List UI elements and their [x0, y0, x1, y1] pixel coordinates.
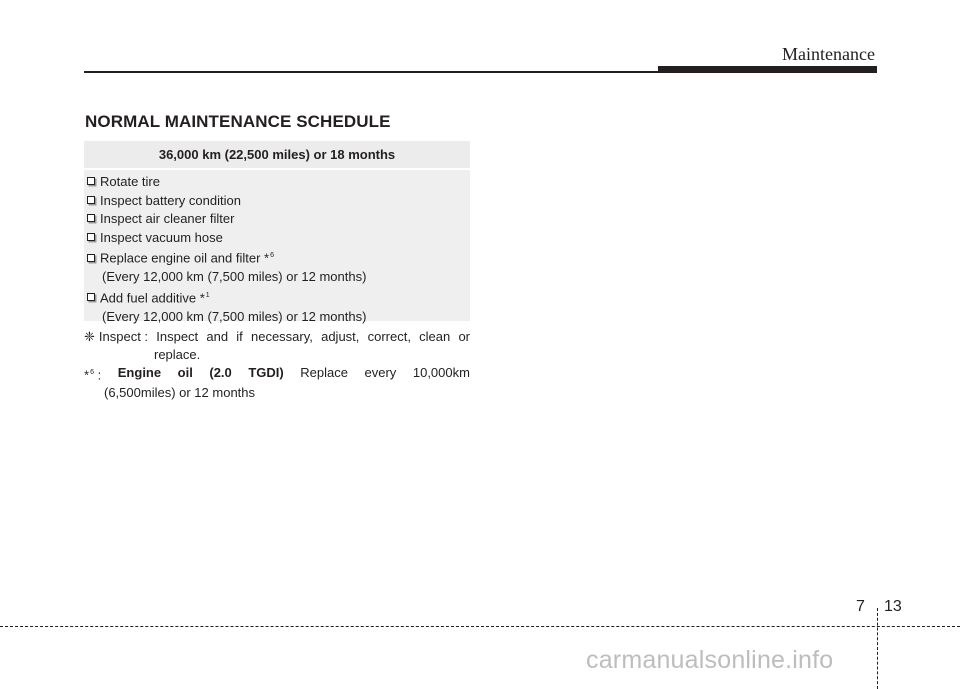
header-rule [84, 71, 660, 73]
footer-rule [0, 626, 960, 627]
schedule-interval: 36,000 km (22,500 miles) or 18 months [84, 141, 470, 170]
asterism-icon: ❈ [84, 329, 95, 344]
inspect-note-line: ❈ Inspect : Inspect and if necessary, adjust, correct, clean or [84, 329, 470, 344]
footnote-ref: 6 [270, 252, 275, 260]
inspect-note [84, 328, 470, 364]
watermark: carmanualsonline.info [586, 646, 834, 674]
list-item: Inspect vacuum hose [87, 229, 470, 248]
list-item-detail: (Every 12,000 km (7,500 miles) or 12 months) [102, 269, 367, 285]
checkbox-icon [87, 293, 95, 301]
checkbox-icon [87, 196, 95, 204]
list-item-detail: (Every 12,000 km (7,500 miles) or 12 months) [102, 308, 367, 324]
page-heading: NORMAL MAINTENANCE SCHEDULE [85, 112, 391, 131]
list-item: Inspect battery condition [87, 192, 470, 211]
checkbox-icon [87, 177, 95, 185]
list-item: Rotate tire [87, 173, 470, 192]
footer-divider [877, 608, 878, 689]
list-item: Inspect air cleaner filter [87, 210, 470, 229]
checkbox-icon [87, 254, 95, 262]
inspect-note-line: replace. [154, 347, 201, 362]
footnote-ref: 1 [205, 291, 210, 299]
schedule-list [84, 170, 470, 326]
footnote-line: (6,500miles) or 12 months [104, 385, 256, 401]
list-item: Replace engine oil and filter *$^6$ [87, 247, 470, 268]
footnote-line: *$^6$ : Engine oil (2.0 TGDI) Replace every 10,000km [84, 365, 470, 383]
header-rule-accent [658, 66, 877, 73]
schedule-box [84, 141, 470, 324]
page-number: 13 [884, 598, 902, 615]
list-item: Add fuel additive *$^1$ [87, 287, 470, 308]
checkbox-icon [87, 214, 95, 222]
chapter-number: 7 [856, 598, 865, 615]
footnote [84, 364, 470, 402]
section-title: Maintenance [782, 44, 875, 64]
checkbox-icon [87, 233, 95, 241]
